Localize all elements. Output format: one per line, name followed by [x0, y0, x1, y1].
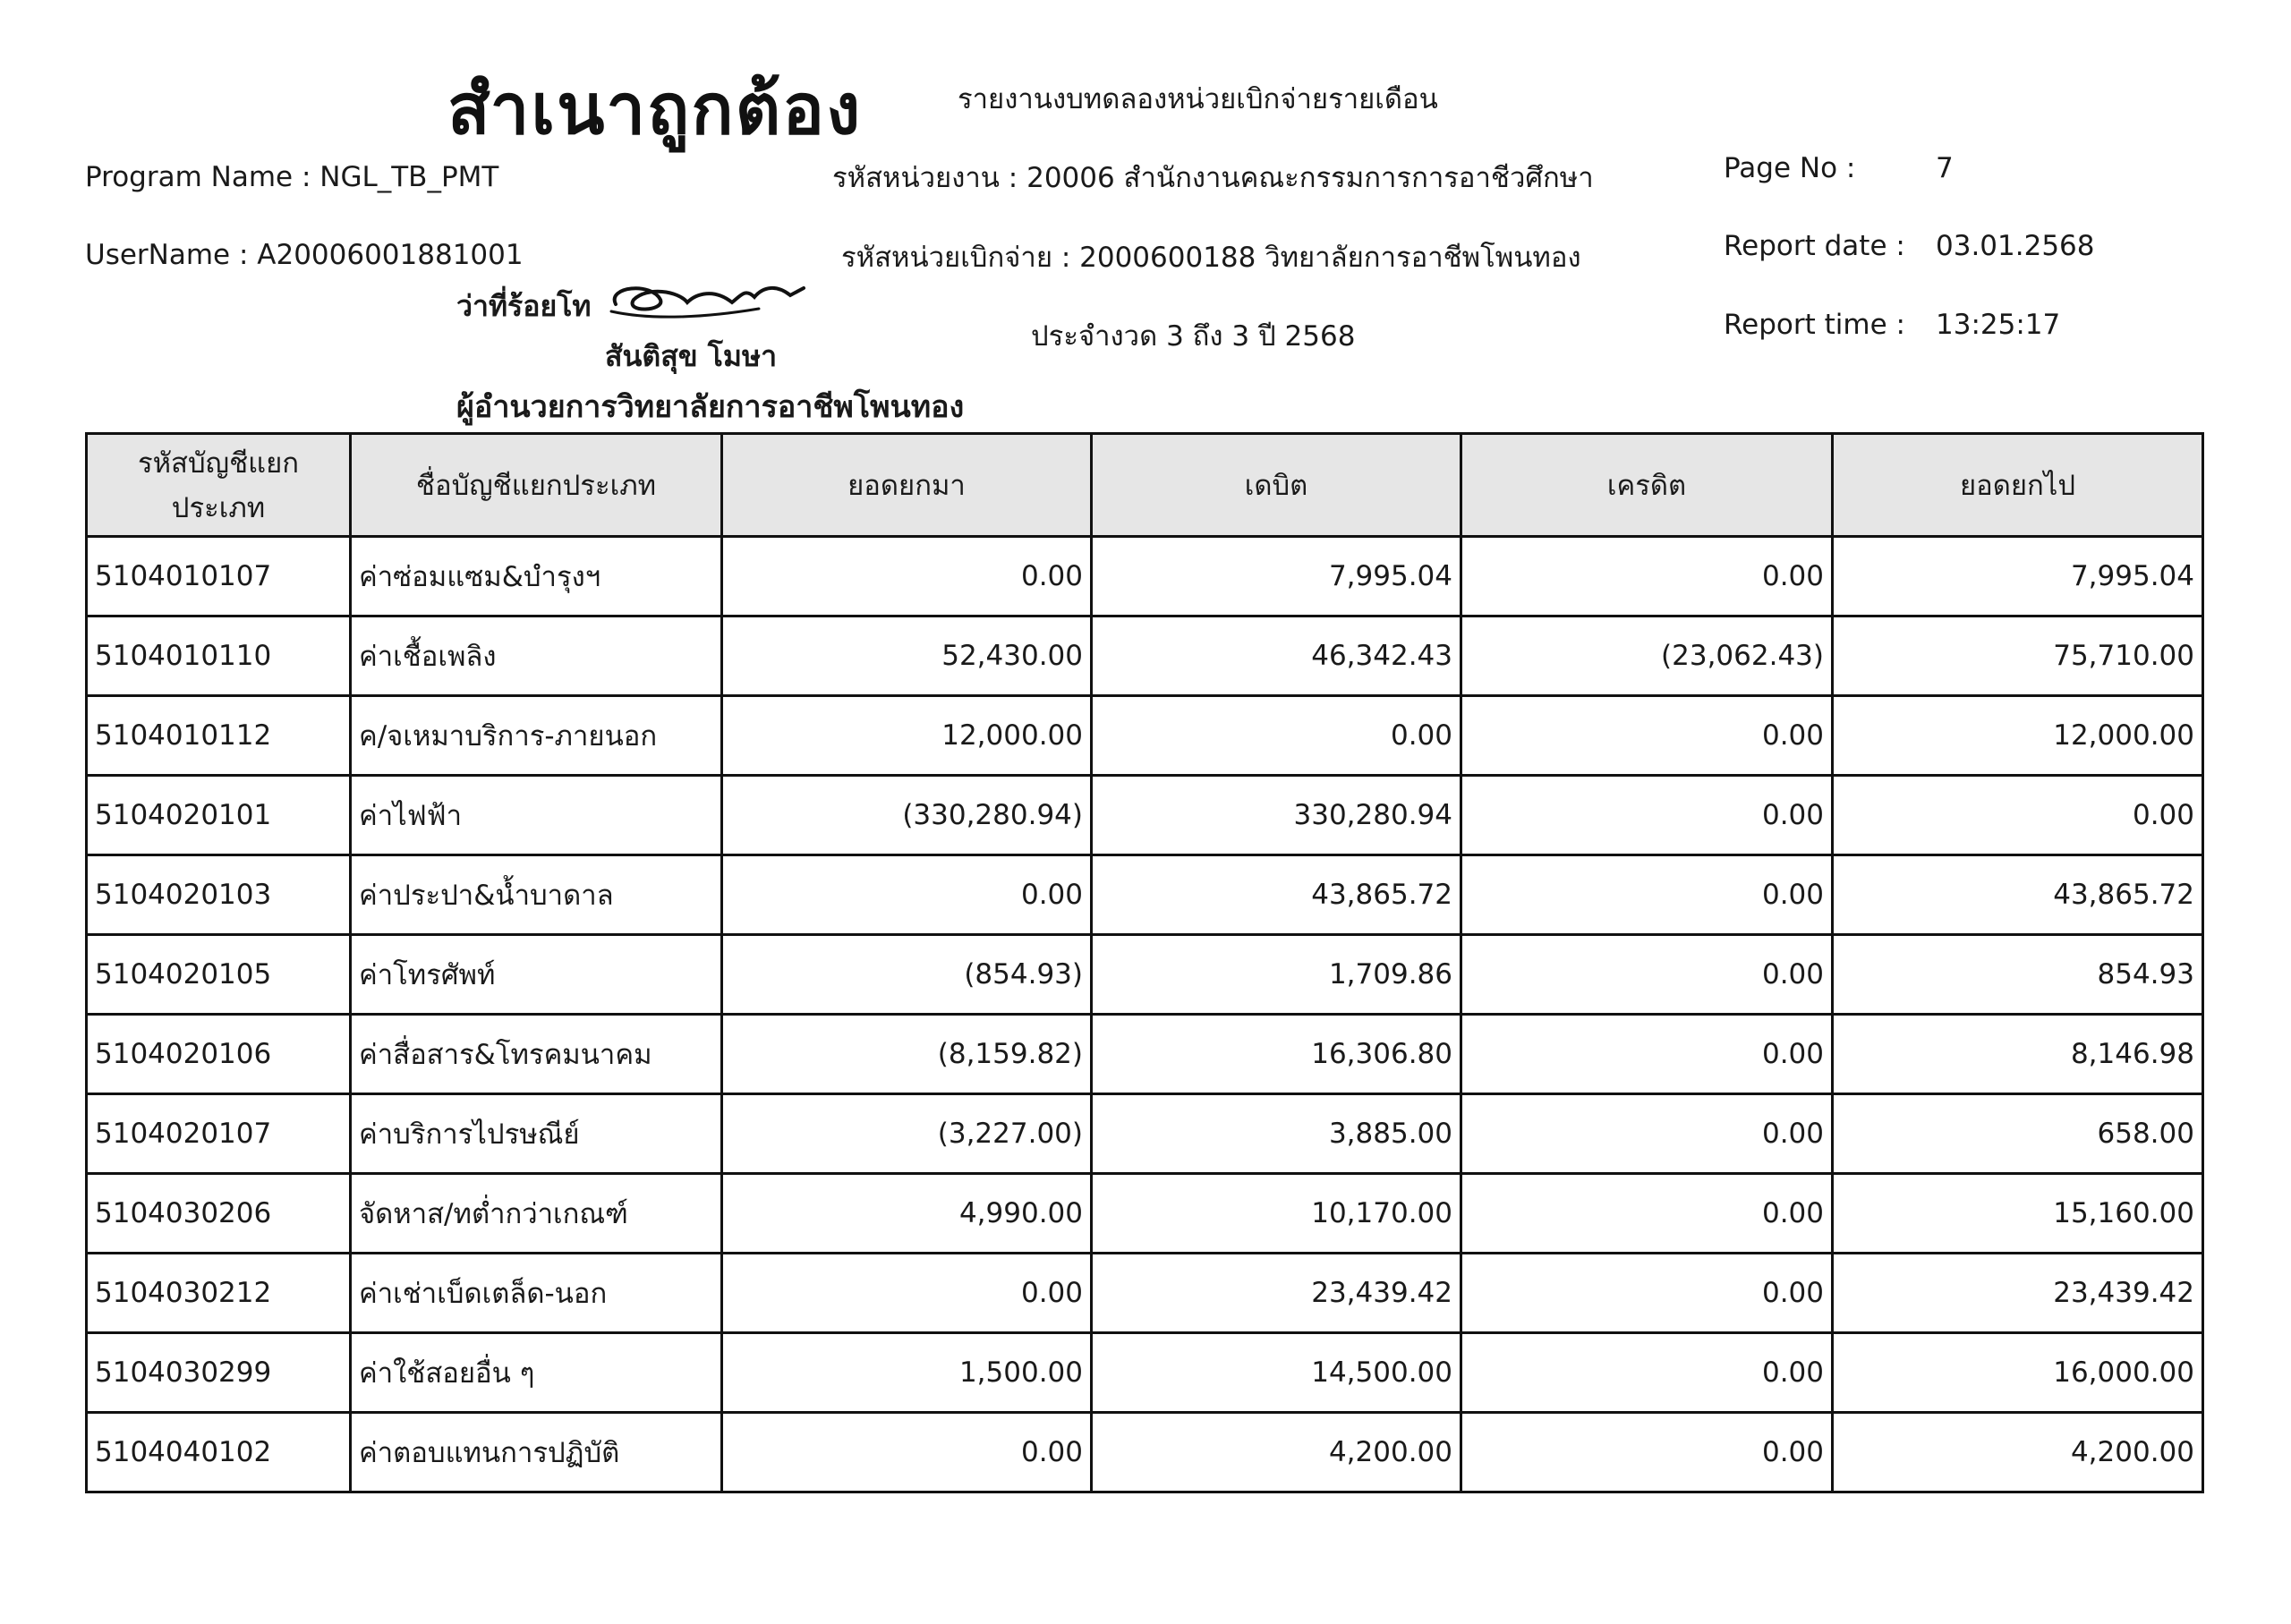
debit-cell: 330,280.94	[1092, 776, 1461, 855]
table-row	[87, 776, 2203, 855]
account-code-cell: 5104010110	[87, 616, 351, 696]
header-credit: เครดิต	[1461, 434, 1833, 537]
brought-forward-cell: 52,430.00	[722, 616, 1092, 696]
brought-forward-cell: (8,159.82)	[722, 1015, 1092, 1094]
certified-copy-stamp: สำเนาถูกต้อง	[447, 69, 863, 150]
program-name: Program Name : NGL_TB_PMT	[85, 161, 499, 193]
account-name-cell: ค่าเช่าเบ็ดเตล็ด-นอก	[351, 1254, 722, 1333]
account-name-cell: ค่าตอบแทนการปฏิบัติ	[351, 1413, 722, 1492]
carried-forward-cell: 4,200.00	[1833, 1413, 2203, 1492]
brought-forward-cell: (330,280.94)	[722, 776, 1092, 855]
carried-forward-cell: 23,439.42	[1833, 1254, 2203, 1333]
credit-cell: 0.00	[1461, 696, 1833, 776]
report-time-value: 13:25:17	[1936, 309, 2061, 341]
trial-balance-table	[85, 432, 2204, 1493]
carried-forward-cell: 16,000.00	[1833, 1333, 2203, 1413]
brought-forward-cell: 0.00	[722, 1413, 1092, 1492]
credit-cell: (23,062.43)	[1461, 616, 1833, 696]
table-row	[87, 1413, 2203, 1492]
debit-cell: 14,500.00	[1092, 1333, 1461, 1413]
carried-forward-cell: 43,865.72	[1833, 855, 2203, 935]
account-code-cell: 5104010107	[87, 537, 351, 616]
account-name-cell: ค่าโทรศัพท์	[351, 935, 722, 1015]
table-row	[87, 1254, 2203, 1333]
table-header-row	[87, 434, 2203, 537]
report-title: รายงานงบทดลองหน่วยเบิกจ่ายรายเดือน	[958, 83, 1438, 115]
account-code-cell: 5104020103	[87, 855, 351, 935]
agency-code: รหัสหน่วยงาน : 20006 สำนักงานคณะกรรมการการอาชีวศึกษา	[832, 162, 1594, 194]
signatory-name: สันติสุข โมษา	[605, 339, 778, 373]
account-name-cell: ค่าบริการไปรษณีย์	[351, 1094, 722, 1174]
table-row	[87, 855, 2203, 935]
account-name-cell: ค่าประปา&น้ำบาดาล	[351, 855, 722, 935]
debit-cell: 7,995.04	[1092, 537, 1461, 616]
account-name-cell: ค่าเชื้อเพลิง	[351, 616, 722, 696]
report-date-value: 03.01.2568	[1936, 230, 2095, 262]
brought-forward-cell: 4,990.00	[722, 1174, 1092, 1254]
table-row	[87, 1015, 2203, 1094]
account-code-cell: 5104010112	[87, 696, 351, 776]
header-carried-forward: ยอดยกไป	[1833, 434, 2203, 537]
debit-cell: 4,200.00	[1092, 1413, 1461, 1492]
report-time-label: Report time :	[1724, 309, 1905, 341]
debit-cell: 23,439.42	[1092, 1254, 1461, 1333]
credit-cell: 0.00	[1461, 1333, 1833, 1413]
page-no-value: 7	[1936, 152, 1954, 184]
account-code-cell: 5104020107	[87, 1094, 351, 1174]
table-row	[87, 1174, 2203, 1254]
credit-cell: 0.00	[1461, 1174, 1833, 1254]
table-row	[87, 935, 2203, 1015]
header-account-name: ชื่อบัญชีแยกประเภท	[351, 434, 722, 537]
carried-forward-cell: 12,000.00	[1833, 696, 2203, 776]
user-name: UserName : A20006001881001	[85, 239, 524, 271]
brought-forward-cell: 0.00	[722, 1254, 1092, 1333]
account-name-cell: ค่าไฟฟ้า	[351, 776, 722, 855]
report-date-label: Report date :	[1724, 230, 1905, 262]
credit-cell: 0.00	[1461, 1413, 1833, 1492]
header-account-code: รหัสบัญชีแยกประเภท	[87, 434, 351, 537]
table-row	[87, 1333, 2203, 1413]
page-no-label: Page No :	[1724, 152, 1856, 184]
account-code-cell: 5104030212	[87, 1254, 351, 1333]
table-row	[87, 537, 2203, 616]
carried-forward-cell: 15,160.00	[1833, 1174, 2203, 1254]
carried-forward-cell: 7,995.04	[1833, 537, 2203, 616]
table-row	[87, 696, 2203, 776]
brought-forward-cell: 0.00	[722, 537, 1092, 616]
credit-cell: 0.00	[1461, 935, 1833, 1015]
table-body	[87, 537, 2203, 1492]
brought-forward-cell: 12,000.00	[722, 696, 1092, 776]
account-name-cell: ค/จเหมาบริการ-ภายนอก	[351, 696, 722, 776]
credit-cell: 0.00	[1461, 1094, 1833, 1174]
table-row	[87, 616, 2203, 696]
brought-forward-cell: (854.93)	[722, 935, 1092, 1015]
carried-forward-cell: 75,710.00	[1833, 616, 2203, 696]
credit-cell: 0.00	[1461, 1015, 1833, 1094]
account-name-cell: ค่าใช้สอยอื่น ๆ	[351, 1333, 722, 1413]
debit-cell: 3,885.00	[1092, 1094, 1461, 1174]
header-brought-forward: ยอดยกมา	[722, 434, 1092, 537]
account-code-cell: 5104020105	[87, 935, 351, 1015]
report-period: ประจำงวด 3 ถึง 3 ปี 2568	[1031, 320, 1356, 353]
brought-forward-cell: 1,500.00	[722, 1333, 1092, 1413]
account-code-cell: 5104020106	[87, 1015, 351, 1094]
brought-forward-cell: (3,227.00)	[722, 1094, 1092, 1174]
debit-cell: 10,170.00	[1092, 1174, 1461, 1254]
debit-cell: 16,306.80	[1092, 1015, 1461, 1094]
account-name-cell: จัดหาส/ทต่ำกว่าเกณฑ์	[351, 1174, 722, 1254]
credit-cell: 0.00	[1461, 855, 1833, 935]
debit-cell: 46,342.43	[1092, 616, 1461, 696]
brought-forward-cell: 0.00	[722, 855, 1092, 935]
credit-cell: 0.00	[1461, 537, 1833, 616]
carried-forward-cell: 658.00	[1833, 1094, 2203, 1174]
signatory-rank: ว่าที่ร้อยโท	[456, 289, 592, 323]
account-name-cell: ค่าซ่อมแซม&บำรุงฯ	[351, 537, 722, 616]
account-name-cell: ค่าสื่อสาร&โทรคมนาคม	[351, 1015, 722, 1094]
disbursing-unit: รหัสหน่วยเบิกจ่าย : 2000600188 วิทยาลัยการอาชีพโพนทอง	[841, 242, 1581, 274]
credit-cell: 0.00	[1461, 1254, 1833, 1333]
account-code-cell: 5104020101	[87, 776, 351, 855]
account-code-cell: 5104030206	[87, 1174, 351, 1254]
credit-cell: 0.00	[1461, 776, 1833, 855]
header-debit: เดบิต	[1092, 434, 1461, 537]
debit-cell: 1,709.86	[1092, 935, 1461, 1015]
account-code-cell: 5104040102	[87, 1413, 351, 1492]
debit-cell: 43,865.72	[1092, 855, 1461, 935]
signatory-position: ผู้อำนวยการวิทยาลัยการอาชีพโพนทอง	[456, 389, 965, 425]
carried-forward-cell: 8,146.98	[1833, 1015, 2203, 1094]
account-code-cell: 5104030299	[87, 1333, 351, 1413]
carried-forward-cell: 854.93	[1833, 935, 2203, 1015]
table-row	[87, 1094, 2203, 1174]
handwritten-signature-icon	[598, 268, 822, 331]
debit-cell: 0.00	[1092, 696, 1461, 776]
carried-forward-cell: 0.00	[1833, 776, 2203, 855]
